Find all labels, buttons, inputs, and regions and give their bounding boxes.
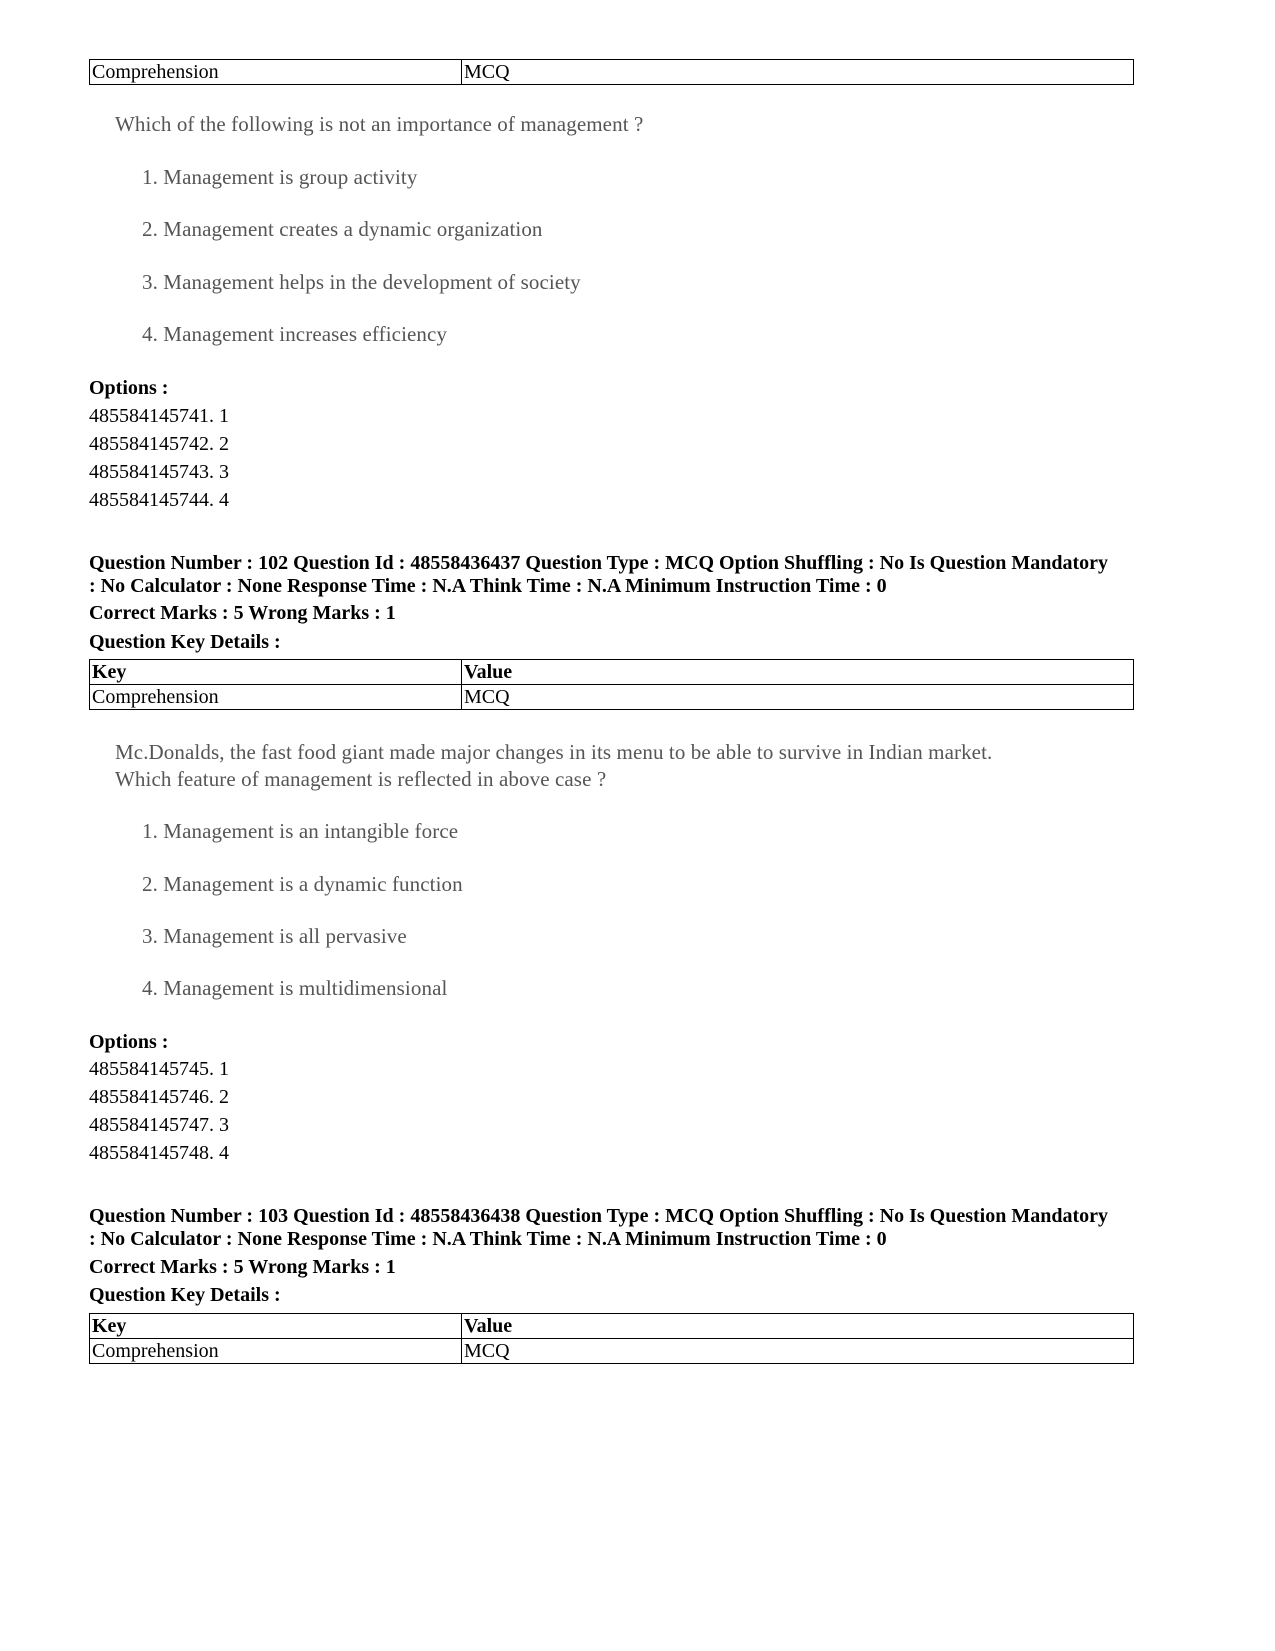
options-list (89, 402, 229, 514)
option-item: 485584145742. 2 (89, 433, 229, 455)
table-header-key: Key (90, 660, 462, 685)
question-meta-line: Question Number : 102 Question Id : 48558436437 Question Type : MCQ Option Shuffling : No Is Question Mandatory (89, 552, 1108, 574)
option-item: 485584145746. 2 (89, 1086, 229, 1108)
choice-item: 1. Management is group activity (142, 165, 418, 189)
question-key-table (89, 1313, 1134, 1364)
table-row (90, 685, 1134, 710)
options-label: Options : (89, 1031, 169, 1053)
option-item: 485584145743. 3 (89, 461, 229, 483)
option-item: 485584145741. 1 (89, 405, 229, 427)
table-row (90, 1339, 1134, 1364)
question-key-table (89, 59, 1134, 85)
table-header-row (90, 1314, 1134, 1339)
option-item: 485584145747. 3 (89, 1114, 229, 1136)
table-cell-key: Comprehension (90, 685, 462, 710)
question-stem: Mc.Donalds, the fast food giant made major changes in its menu to be able to survive in Indian market. (115, 740, 993, 764)
option-item: 485584145748. 4 (89, 1142, 229, 1164)
option-item: 485584145744. 4 (89, 489, 229, 511)
options-list (89, 1055, 229, 1167)
question-meta-line: : No Calculator : None Response Time : N.A Think Time : N.A Minimum Instruction Time : 0 (89, 1228, 887, 1250)
question-stem: Which of the following is not an importance of management ? (115, 112, 644, 136)
choice-item: 3. Management helps in the development of society (142, 270, 581, 294)
question-meta-line: Question Number : 103 Question Id : 48558436438 Question Type : MCQ Option Shuffling : No Is Question Mandatory (89, 1205, 1108, 1227)
table-cell-key: Comprehension (90, 60, 462, 85)
marks-line: Correct Marks : 5 Wrong Marks : 1 (89, 1256, 396, 1278)
table-cell-value: MCQ (462, 1339, 1134, 1364)
marks-line: Correct Marks : 5 Wrong Marks : 1 (89, 602, 396, 624)
choice-item: 2. Management is a dynamic function (142, 872, 463, 896)
key-details-label: Question Key Details : (89, 1284, 281, 1306)
table-cell-value: MCQ (462, 685, 1134, 710)
choice-item: 1. Management is an intangible force (142, 819, 459, 843)
key-details-label: Question Key Details : (89, 631, 281, 653)
question-meta-line: : No Calculator : None Response Time : N.A Think Time : N.A Minimum Instruction Time : 0 (89, 575, 887, 597)
question-stem: Which feature of management is reflected in above case ? (115, 767, 607, 791)
choice-item: 4. Management increases efficiency (142, 322, 448, 346)
table-header-row (90, 660, 1134, 685)
table-row (90, 60, 1134, 85)
table-header-value: Value (462, 1314, 1134, 1339)
choice-item: 2. Management creates a dynamic organization (142, 217, 543, 241)
choice-item: 3. Management is all pervasive (142, 924, 407, 948)
choice-item: 4. Management is multidimensional (142, 976, 448, 1000)
table-header-key: Key (90, 1314, 462, 1339)
question-meta (89, 1205, 1139, 1251)
options-label: Options : (89, 377, 169, 399)
table-cell-key: Comprehension (90, 1339, 462, 1364)
table-header-value: Value (462, 660, 1134, 685)
option-item: 485584145745. 1 (89, 1058, 229, 1080)
question-key-table (89, 659, 1134, 710)
table-cell-value: MCQ (462, 60, 1134, 85)
question-meta (89, 552, 1139, 598)
